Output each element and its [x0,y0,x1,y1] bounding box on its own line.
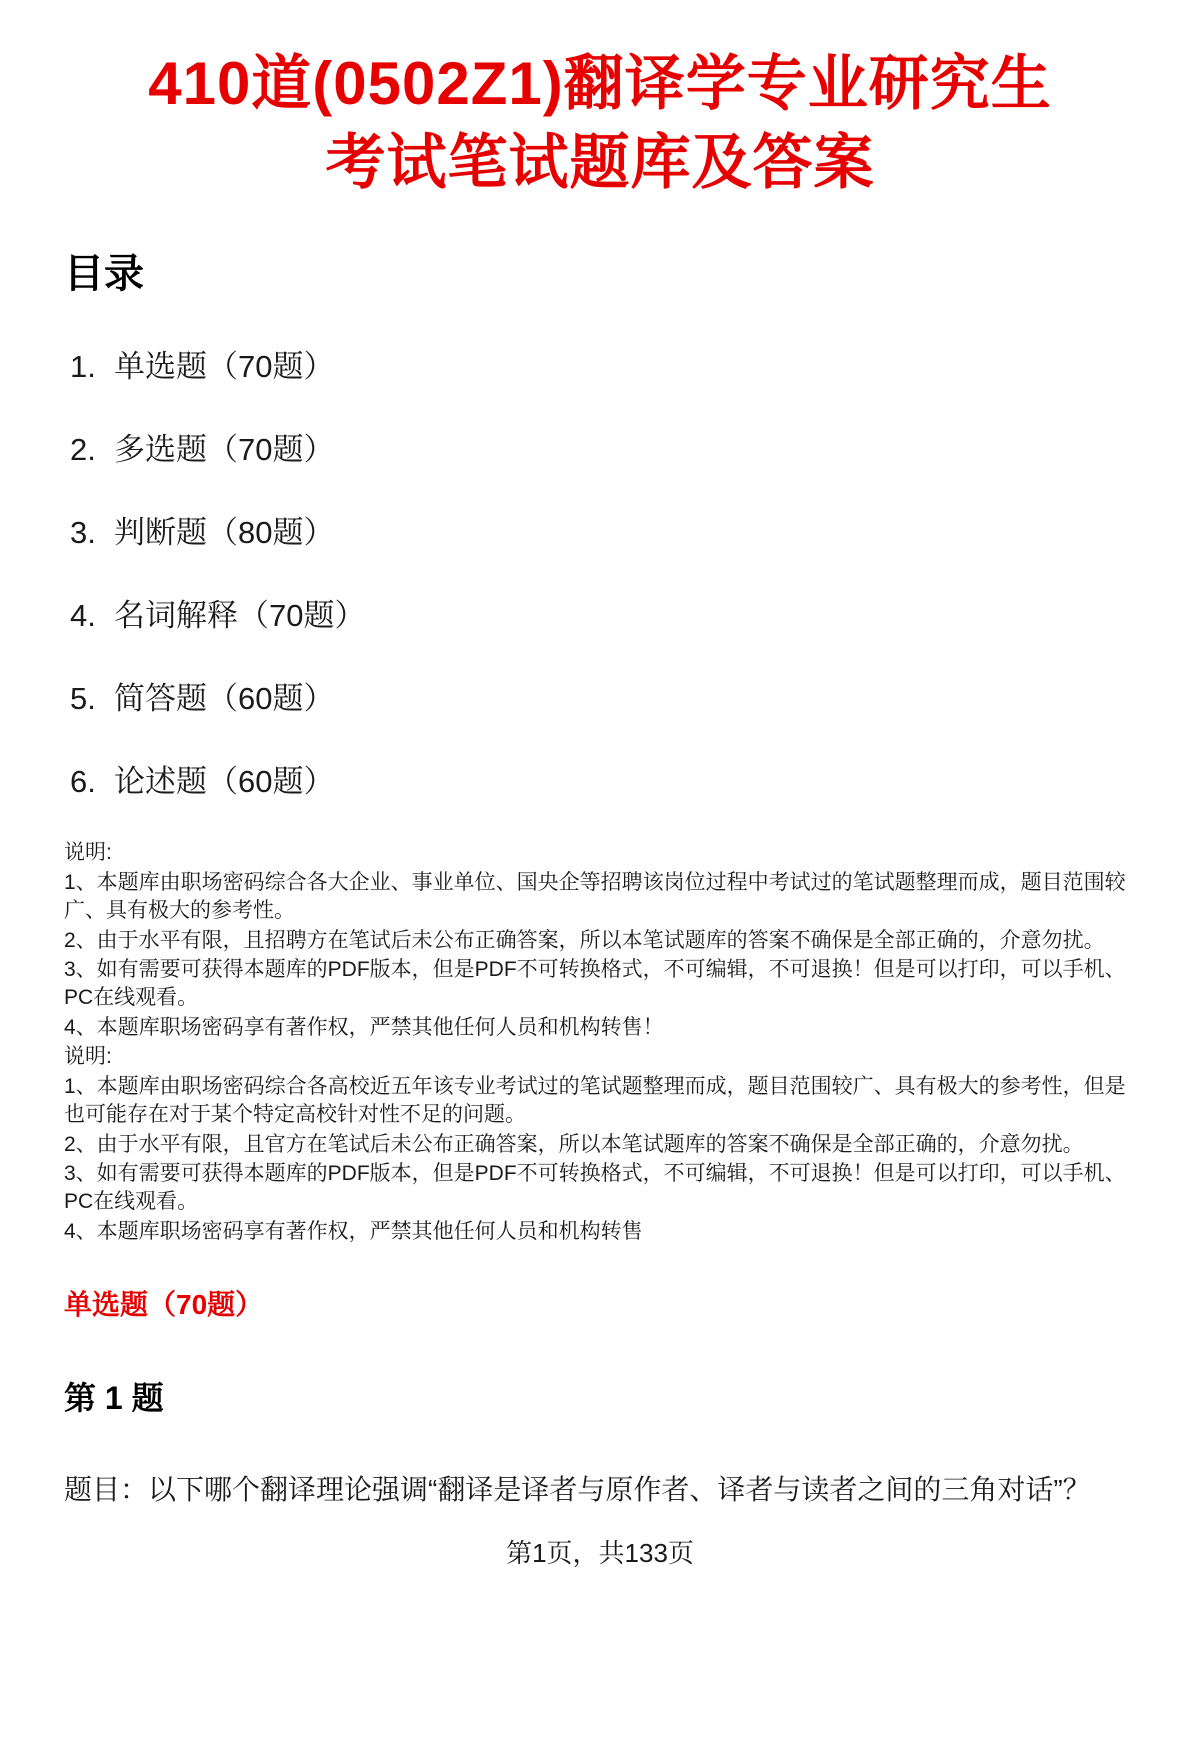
note-line: 4、本题库职场密码享有著作权，严禁其他任何人员和机构转售！ [64,1015,664,1039]
note-line: 1、本题库由职场密码综合各高校近五年该专业考试过的笔试题整理而成，题目范围较广、具有极大的参考性，但是也可能存在对于某个特定高校针对性不足的问题。 [64,1075,1126,1126]
toc-item-number: 1. [70,349,96,385]
toc-item [64,673,1136,718]
note-line: 1、本题库由职场密码综合各大企业、事业单位、国央企等招聘该岗位过程中考试过的笔试题整理而成，题目范围较广、具有极大的参考性。 [64,871,1126,922]
note-line: 3、如有需要可获得本题库的PDF版本，但是PDF不可转换格式，不可编辑，不可退换！但是可以打印，可以手机、PC在线观看。 [64,1162,1126,1213]
note-line: 3、如有需要可获得本题库的PDF版本，但是PDF不可转换格式，不可编辑，不可退换！但是可以打印，可以手机、PC在线观看。 [64,958,1126,1009]
toc-list [64,341,1136,801]
doc-title-line-1: 410道(0502Z1)翻译学专业研究生 [148,50,1052,117]
toc-item-number: 4. [70,598,96,634]
toc-item [64,756,1136,801]
section-heading-single-choice: 单选题（70题） [64,1289,264,1321]
note-line: 说明: [64,841,112,865]
toc-item [64,424,1136,469]
note-line: 2、由于水平有限，且官方在笔试后未公布正确答案，所以本笔试题库的答案不确保是全部正确的，介意勿扰。 [64,1132,1084,1156]
toc-item-number: 6. [70,764,96,800]
toc-item [64,341,1136,386]
toc-item-number: 3. [70,515,96,551]
doc-title [64,44,1136,202]
toc-item-number: 2. [70,432,96,468]
toc-item-label: 论述题（60题） [114,764,335,800]
toc-item-label: 多选题（70题） [114,432,335,468]
toc-item [64,590,1136,635]
doc-title-line-2: 考试笔试题库及答案 [325,129,875,197]
note-line: 4、本题库职场密码享有著作权，严禁其他任何人员和机构转售 [64,1219,643,1243]
toc-item-label: 简答题（60题） [114,681,335,717]
toc-item-label: 判断题（80题） [114,515,335,551]
toc-item [64,507,1136,552]
note-line: 说明: [64,1045,112,1069]
question-heading: 第 1 题 [64,1380,164,1417]
question-text: 题目：以下哪个翻译理论强调“翻译是译者与原作者、译者与读者之间的三角对话”？ [64,1474,1091,1506]
toc-item-label: 名词解释（70题） [114,598,366,634]
toc-heading: 目录 [64,252,144,297]
note-line: 2、由于水平有限，且招聘方在笔试后未公布正确答案，所以本笔试题库的答案不确保是全部正确的，介意勿扰。 [64,928,1105,952]
notes-block [64,839,1136,1245]
toc-item-number: 5. [70,681,96,717]
toc-item-label: 单选题（70题） [114,349,335,385]
page-footer: 第1页，共133页 [506,1538,694,1568]
